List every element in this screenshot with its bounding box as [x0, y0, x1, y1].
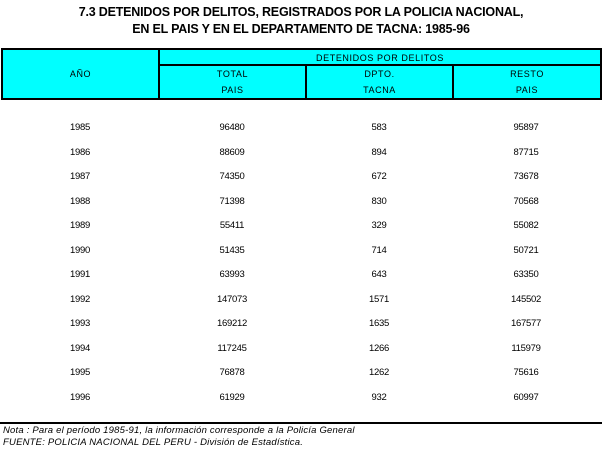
table-row — [0, 170, 602, 195]
cell-total-pais: 61929 — [219, 391, 245, 403]
cell-year: 1989 — [70, 220, 90, 231]
table-row — [0, 244, 602, 269]
cell-total-pais: 55411 — [219, 220, 245, 231]
cell-resto-pais: 55082 — [513, 220, 539, 231]
header-dpto-tacna-line2: TACNA — [363, 85, 396, 95]
footnote: Nota : Para el período 1985-91, la información corresponde a la Policía General — [3, 425, 355, 436]
table-row — [0, 342, 602, 367]
table-row — [0, 219, 602, 244]
table-row — [0, 391, 602, 416]
cell-total-pais: 117245 — [217, 342, 247, 354]
cell-total-pais: 74350 — [219, 171, 245, 182]
table-title-line-1: 7.3 DETENIDOS POR DELITOS, REGISTRADOS POR LA POLICIA NACIONAL, — [78, 5, 524, 19]
cell-year: 1988 — [70, 195, 90, 207]
cell-year: 1995 — [70, 367, 90, 378]
table-row — [0, 121, 602, 146]
cell-total-pais: 51435 — [219, 244, 245, 256]
header-total-pais — [160, 68, 305, 96]
table-row — [0, 366, 602, 391]
cell-total-pais: 76878 — [219, 367, 245, 378]
table-row — [0, 268, 602, 293]
cell-resto-pais: 167577 — [511, 318, 541, 329]
cell-year: 1986 — [70, 146, 90, 158]
cell-dpto-tacna: 672 — [371, 171, 387, 182]
source-note: FUENTE: POLICIA NACIONAL DEL PERU - División de Estadística. — [3, 437, 304, 448]
header-dpto-tacna-line1: DPTO. — [364, 69, 395, 79]
cell-year: 1987 — [70, 171, 90, 182]
table-title-line-2: EN EL PAIS Y EN EL DEPARTAMENTO DE TACNA: 1985-96 — [132, 22, 470, 36]
cell-year: 1992 — [70, 293, 90, 305]
table-body — [0, 121, 602, 415]
cell-total-pais: 169212 — [217, 318, 247, 329]
table-row — [0, 195, 602, 220]
header-group-label: DETENIDOS POR DELITOS — [316, 53, 444, 63]
header-resto-pais — [454, 68, 600, 96]
cell-total-pais: 96480 — [219, 122, 245, 133]
cell-dpto-tacna: 1266 — [369, 342, 389, 354]
cell-resto-pais: 95897 — [513, 122, 539, 133]
cell-year: 1994 — [70, 342, 90, 354]
header-resto-pais-line1: RESTO — [510, 69, 544, 79]
cell-dpto-tacna: 894 — [371, 146, 387, 158]
cell-dpto-tacna: 583 — [371, 122, 387, 133]
cell-resto-pais: 70568 — [513, 195, 539, 207]
cell-resto-pais: 63350 — [513, 269, 539, 280]
cell-resto-pais: 87715 — [513, 146, 539, 158]
cell-resto-pais: 75616 — [513, 367, 539, 378]
cell-resto-pais: 115979 — [511, 342, 541, 354]
cell-dpto-tacna: 1262 — [369, 367, 389, 378]
header-resto-pais-line2: PAIS — [515, 85, 539, 95]
cell-dpto-tacna: 329 — [371, 220, 387, 231]
table-row — [0, 146, 602, 171]
cell-dpto-tacna: 714 — [371, 244, 387, 256]
header-total-pais-line2: PAIS — [221, 85, 244, 95]
header-total-pais-line1: TOTAL — [216, 69, 249, 79]
cell-dpto-tacna: 932 — [371, 391, 387, 403]
cell-resto-pais: 73678 — [513, 171, 539, 182]
cell-dpto-tacna: 830 — [371, 195, 387, 207]
cell-total-pais: 71398 — [219, 195, 245, 207]
cell-year: 1993 — [70, 318, 90, 329]
header-year: AÑO — [69, 69, 92, 79]
cell-total-pais: 147073 — [217, 293, 247, 305]
table-header — [1, 48, 602, 100]
cell-resto-pais: 50721 — [513, 244, 539, 256]
table-row — [0, 293, 602, 318]
cell-resto-pais: 60997 — [513, 391, 539, 403]
cell-dpto-tacna: 1571 — [369, 293, 389, 305]
cell-resto-pais: 145502 — [511, 293, 541, 305]
cell-year: 1996 — [70, 391, 90, 403]
cell-dpto-tacna: 643 — [371, 269, 387, 280]
header-dpto-tacna — [307, 68, 452, 96]
header-divider — [160, 64, 600, 66]
cell-year: 1991 — [70, 269, 90, 280]
table-row — [0, 317, 602, 342]
cell-total-pais: 88609 — [219, 146, 245, 158]
cell-dpto-tacna: 1635 — [369, 318, 389, 329]
footer-divider — [0, 422, 602, 424]
cell-year: 1990 — [70, 244, 90, 256]
cell-total-pais: 63993 — [219, 269, 245, 280]
cell-year: 1985 — [70, 122, 90, 133]
